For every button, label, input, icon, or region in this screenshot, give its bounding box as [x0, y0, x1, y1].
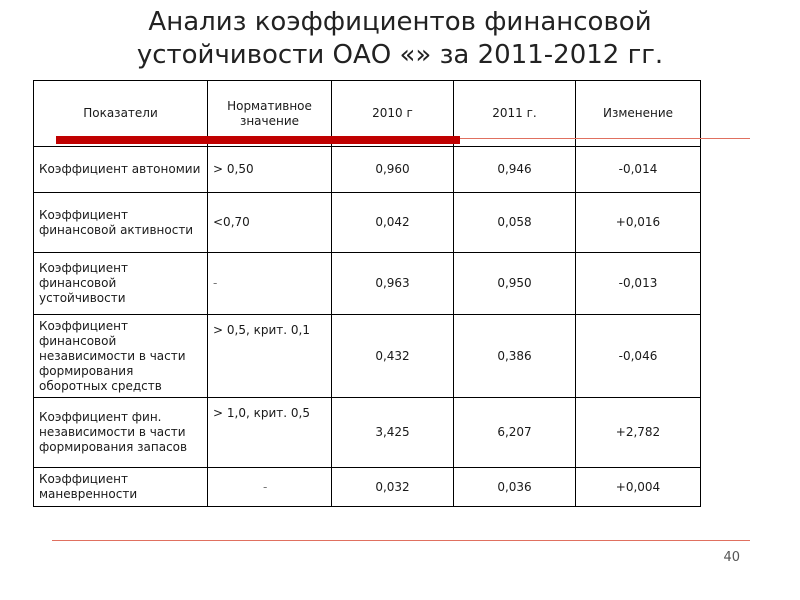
- row-norm: > 0,50: [208, 147, 332, 193]
- title-line-2: устойчивости ОАО «» за 2011-2012 гг.: [136, 40, 664, 70]
- row-name: Коэффициент автономии: [34, 147, 208, 193]
- row-value-2011: 0,950: [454, 253, 576, 315]
- row-name: Коэффициент финансовой устойчивости: [34, 253, 208, 315]
- row-value-2010: 3,425: [332, 398, 454, 468]
- row-norm: > 1,0, крит. 0,5: [208, 398, 332, 468]
- row-name: Коэффициент финансовой независимости в части формирования оборотных средств: [34, 315, 208, 398]
- row-name: Коэффициент финансовой активности: [34, 193, 208, 253]
- table-row: [34, 468, 701, 507]
- row-change: -0,013: [576, 253, 701, 315]
- row-value-2011: 6,207: [454, 398, 576, 468]
- header-norm: Нормативное значение: [208, 81, 332, 147]
- accent-thin-line: [460, 138, 750, 139]
- row-value-2010: 0,032: [332, 468, 454, 507]
- header-2010: 2010 г: [332, 81, 454, 147]
- row-change: +0,004: [576, 468, 701, 507]
- footer-divider: [52, 540, 750, 541]
- row-change: -0,014: [576, 147, 701, 193]
- slide-title: [0, 6, 800, 72]
- row-value-2011: 0,058: [454, 193, 576, 253]
- row-value-2011: 0,946: [454, 147, 576, 193]
- table-row: [34, 193, 701, 253]
- header-2011: 2011 г.: [454, 81, 576, 147]
- row-value-2010: 0,963: [332, 253, 454, 315]
- row-value-2010: 0,042: [332, 193, 454, 253]
- row-norm: > 0,5, крит. 0,1: [208, 315, 332, 398]
- header-indicator: Показатели: [34, 81, 208, 147]
- coefficients-table: [33, 80, 701, 507]
- page-number: 40: [723, 550, 740, 565]
- row-change: +2,782: [576, 398, 701, 468]
- row-norm: -: [208, 468, 332, 507]
- row-norm: <0,70: [208, 193, 332, 253]
- row-name: Коэффициент маневренности: [34, 468, 208, 507]
- table-row: [34, 398, 701, 468]
- accent-red-bar: [56, 136, 460, 144]
- row-change: +0,016: [576, 193, 701, 253]
- row-norm: -: [208, 253, 332, 315]
- header-change: Изменение: [576, 81, 701, 147]
- table-row: [34, 147, 701, 193]
- table-row: [34, 253, 701, 315]
- row-value-2010: 0,960: [332, 147, 454, 193]
- row-name: Коэффициент фин. независимости в части формирования запасов: [34, 398, 208, 468]
- table-row: [34, 315, 701, 398]
- title-line-1: Анализ коэффициентов финансовой: [148, 7, 652, 37]
- row-value-2010: 0,432: [332, 315, 454, 398]
- row-value-2011: 0,386: [454, 315, 576, 398]
- row-value-2011: 0,036: [454, 468, 576, 507]
- row-change: -0,046: [576, 315, 701, 398]
